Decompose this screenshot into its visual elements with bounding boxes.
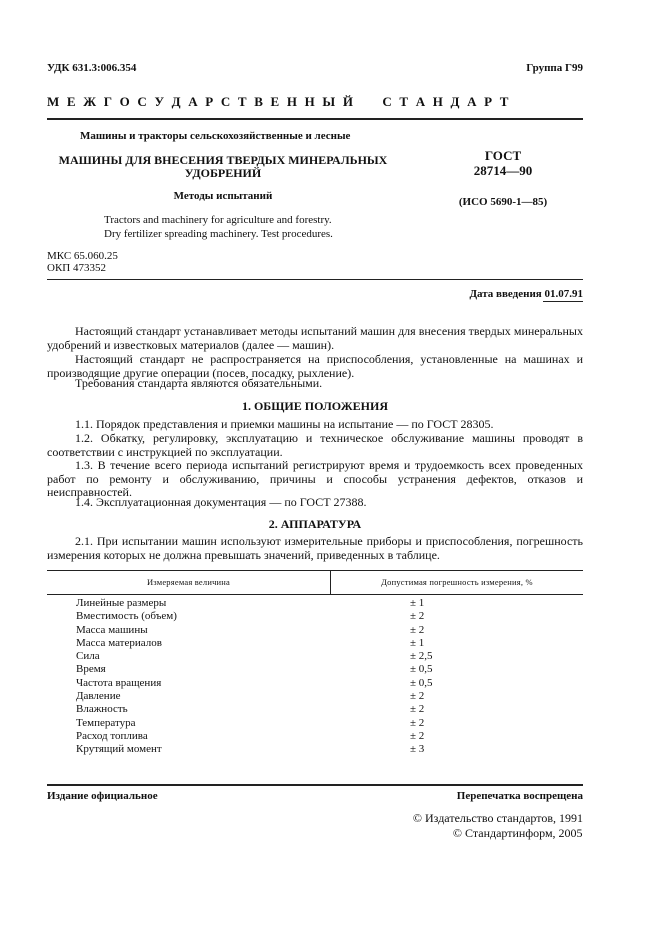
gost-number: 28714—90 [473,163,533,178]
table-cell: ± 2 [410,716,425,729]
table-cell: Сила [76,650,100,663]
section-1-paragraph-1: 1.1. Порядок представления и приемки машины на испытание — по ГОСТ 28305. [75,417,494,431]
table-cell: Влажность [76,703,128,716]
intro-date: Дата введения 01.07.91 [469,288,583,300]
table-cell: ± 2 [410,703,425,716]
table-cell: Линейные размеры [76,597,167,609]
table-cell: ± 2,5 [410,650,433,663]
table-cell: Время [76,663,106,676]
table-cell: Крутящий момент [76,743,162,756]
english-line-1: Tractors and machinery for agriculture and forestry. [104,214,332,226]
table-cell: ± 1 [410,636,425,649]
standard-category: Машины и тракторы сельскохозяйственные и лесные [80,130,351,142]
intro-paragraph-1: Настоящий стандарт устанавливает методы испытаний машин для внесения твердых минеральных удобрений и известковых материалов (далее — машин). [47,324,583,352]
table-column-error [410,597,433,757]
table-header-error: Допустимая погрешность измерения, % [381,577,533,587]
standard-type: М Е Ж Г О С У Д А Р С Т В Е Н Н Ы Й С Т А Н Д А Р Т [47,94,511,109]
section-1-paragraph-4: 1.4. Эксплуатационная документация — по ГОСТ 27388. [75,495,367,509]
table-cell: ± 2 [410,623,425,636]
codes-rule [47,279,583,280]
section-1-paragraph-3: 1.3. В течение всего периода испытаний регистрируют время и трудоемкость всех проведенных работ по ремонту и обслуживанию, причины и способы устранения дефектов, отказов и неисправностей. [47,458,583,499]
table-cell: Вместимость (объем) [76,610,177,623]
header-rule [47,118,583,120]
section-1-title: 1. ОБЩИЕ ПОЛОЖЕНИЯ [241,399,389,413]
table-cell: Масса материалов [76,636,162,649]
table-cell: ± 2 [410,729,425,742]
gost-label: ГОСТ [484,148,522,163]
table-column-quantity [76,597,177,757]
table-cell: Давление [76,690,121,703]
table-top-rule [47,570,583,571]
copyright-line-1: © Издательство стандартов, 1991 [412,811,583,825]
copyright-block [413,811,583,841]
table-cell: Температура [76,716,136,729]
udk-code: УДК 631.3:006.354 [47,62,137,74]
title-line-1: МАШИНЫ ДЛЯ ВНЕСЕНИЯ ТВЕРДЫХ МИНЕРАЛЬНЫХ [58,153,388,167]
table-cell: ± 3 [410,743,425,756]
reprint-prohibited: Перепечатка воспрещена [456,790,583,802]
standard-subtitle: Методы испытаний [173,190,273,202]
section-2-paragraph-1: 2.1. При испытании машин используют измерительные приборы и приспособления, погрешность измерения которых не должна превышать значений, приведенных в таблице. [47,534,583,562]
english-title [104,213,333,241]
intro-paragraph-3: Требования стандарта являются обязательными. [75,376,323,390]
mks-code: МКС 65.060.25 [47,250,118,262]
table-cell: Расход топлива [76,729,148,742]
iso-reference: (ИСО 5690-1—85) [458,196,548,208]
table-cell: ± 1 [410,597,425,609]
table-cell: ± 0,5 [410,663,433,676]
table-cell: Частота вращения [76,676,162,689]
section-2-title: 2. АППАРАТУРА [268,517,362,531]
table-header-quantity: Измеряемая величина [146,577,231,587]
footer-rule [47,784,583,786]
table-cell: Масса машины [76,623,148,636]
table-cell: ± 2 [410,610,425,623]
title-line-2: УДОБРЕНИЙ [184,166,262,180]
table-cell: ± 2 [410,690,425,703]
intro-paragraph-2: Настоящий стандарт не распространяется на приспособления, установленные на машинах и производящие другие операции (посев, посадку, рыхление). [47,352,583,380]
okp-code: ОКП 473352 [47,262,106,274]
group-code: Группа Г99 [526,62,583,74]
english-line-2: Dry fertilizer spreading machinery. Test procedures. [104,228,333,240]
classification-codes [47,250,118,274]
intro-date-underline [543,301,583,302]
official-edition: Издание официальное [47,790,158,802]
standard-title [53,154,393,180]
copyright-line-2: © Стандартинформ, 2005 [452,826,583,840]
table-cell: ± 0,5 [410,676,433,689]
section-1-paragraph-2: 1.2. Обкатку, регулировку, эксплуатацию и техническое обслуживание машины проводят в соответствии с инструкцией по эксплуатации. [47,431,583,459]
table-header-rule [47,594,583,595]
gost-block [448,148,558,178]
